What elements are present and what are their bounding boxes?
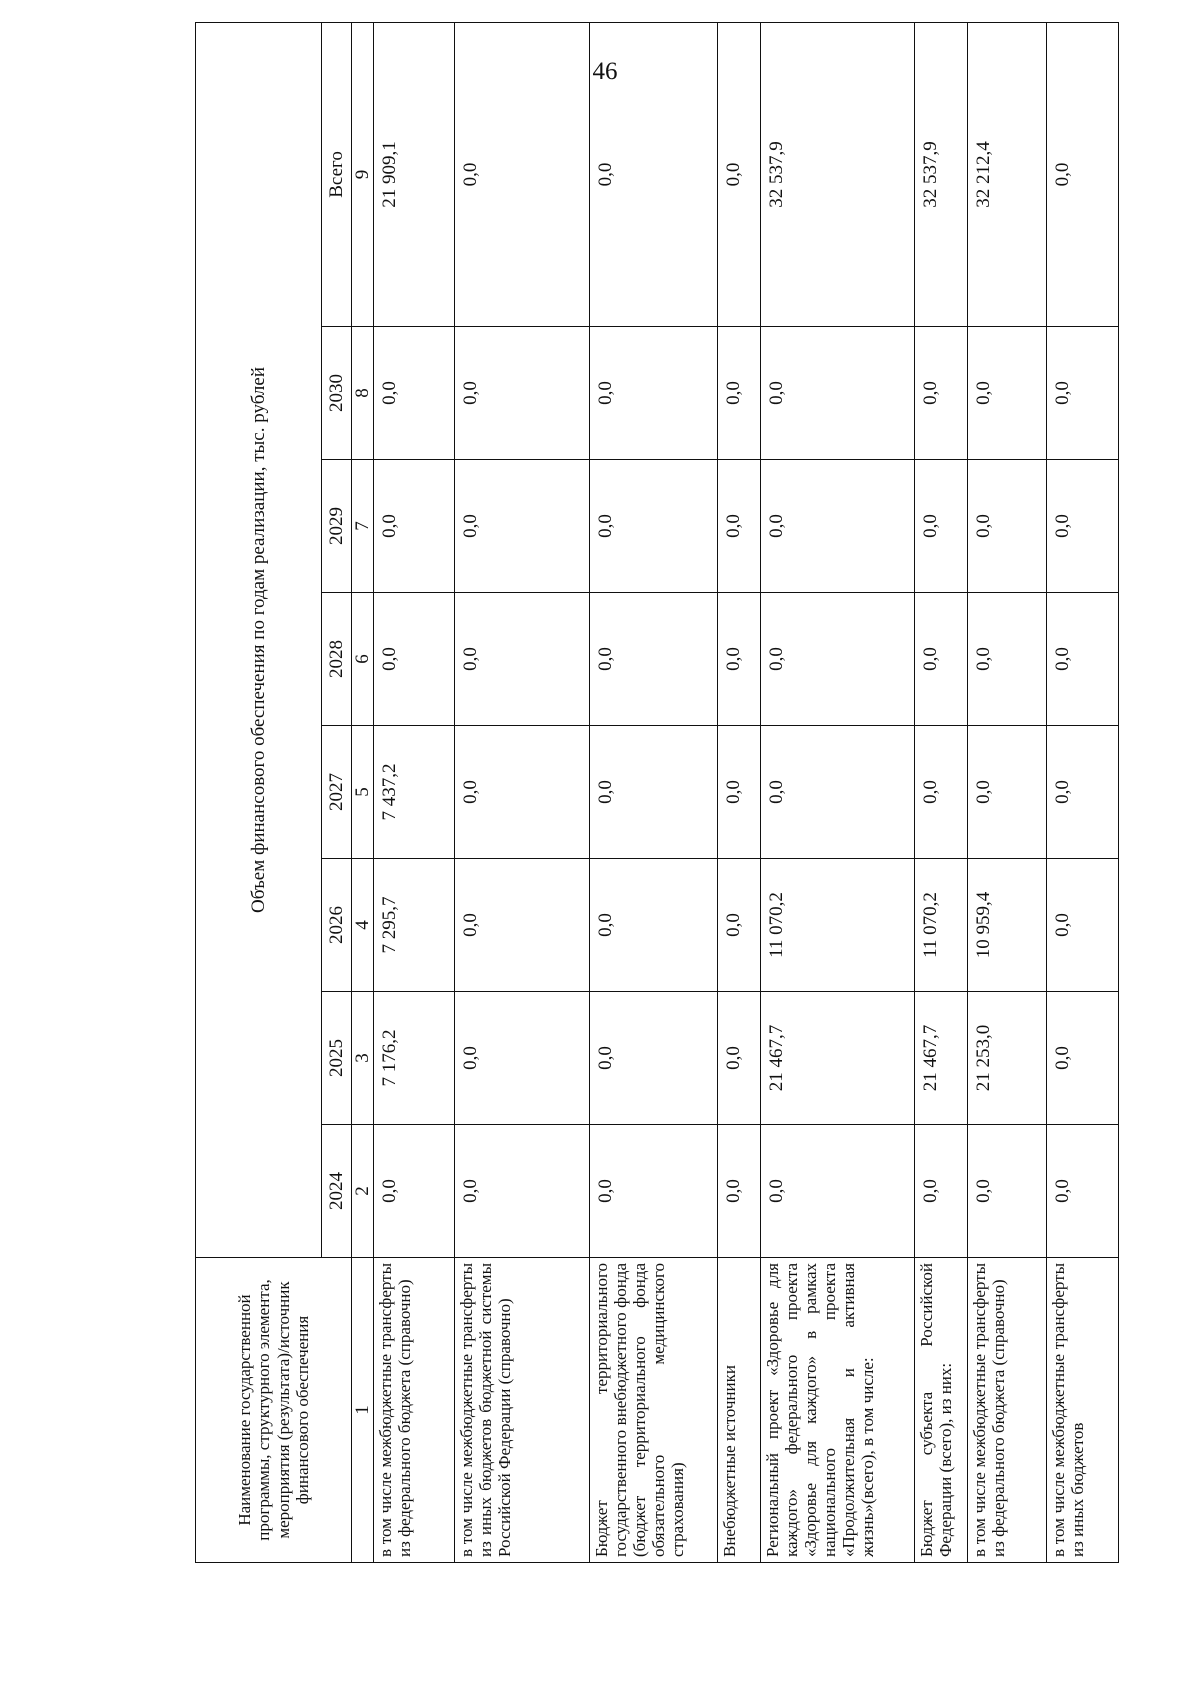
value-cell: 0,0: [717, 859, 760, 992]
value-cell: 0,0: [761, 1125, 915, 1258]
table-row: [455, 22, 590, 1562]
value-cell: 11 070,2: [915, 859, 968, 992]
value-cell: 0,0: [1046, 1125, 1118, 1258]
value-cell: 0,0: [1046, 327, 1118, 460]
value-cell: 0,0: [455, 726, 590, 859]
value-cell: 0,0: [1046, 726, 1118, 859]
value-cell: 0,0: [915, 327, 968, 460]
year-header-2024: 2024: [322, 1125, 352, 1258]
value-cell: 0,0: [455, 327, 590, 460]
value-cell: 0,0: [374, 593, 455, 726]
value-cell: 0,0: [761, 726, 915, 859]
value-cell: 0,0: [915, 593, 968, 726]
row-name-cell: в том числе межбюджетные трансферты из федерального бюджета (справочно): [374, 1258, 455, 1563]
value-cell: 0,0: [455, 992, 590, 1125]
column-number: 8: [352, 327, 374, 460]
value-cell: 0,0: [717, 22, 760, 326]
value-cell: 0,0: [915, 726, 968, 859]
value-cell: 0,0: [761, 327, 915, 460]
row-name-cell: в том числе межбюджетные трансферты из иных бюджетов бюджетной системы Российской Федерации (справочно): [455, 1258, 590, 1563]
table-row: [968, 22, 1047, 1562]
column-number: 5: [352, 726, 374, 859]
page-number: 46: [592, 58, 618, 85]
value-cell: 0,0: [455, 22, 590, 326]
value-cell: 0,0: [968, 726, 1047, 859]
value-cell: 10 959,4: [968, 859, 1047, 992]
year-header-total: Всего: [322, 22, 352, 326]
row-name-cell: в том числе межбюджетные трансферты из федерального бюджета (справочно): [968, 1258, 1047, 1563]
value-cell: 0,0: [590, 1125, 717, 1258]
table-body: [374, 22, 1119, 1562]
value-cell: 0,0: [1046, 460, 1118, 593]
value-cell: 0,0: [590, 859, 717, 992]
value-cell: 0,0: [968, 1125, 1047, 1258]
value-cell: 0,0: [590, 327, 717, 460]
table-row: [590, 22, 717, 1562]
volume-group-header: Объем финансового обеспечения по годам реализации, тыс. рублей: [196, 22, 322, 1257]
value-cell: 0,0: [590, 593, 717, 726]
column-number: 1: [352, 1258, 374, 1563]
value-cell: 21 909,1: [374, 22, 455, 326]
value-cell: 21 253,0: [968, 992, 1047, 1125]
value-cell: 32 212,4: [968, 22, 1047, 326]
value-cell: 0,0: [717, 992, 760, 1125]
column-number: 6: [352, 593, 374, 726]
row-name-cell: Бюджет субъекта Российской Федерации (всего), из них:: [915, 1258, 968, 1563]
value-cell: 0,0: [374, 1125, 455, 1258]
table-row: [1046, 22, 1118, 1562]
value-cell: 0,0: [455, 460, 590, 593]
value-cell: 7 437,2: [374, 726, 455, 859]
column-number: 2: [352, 1125, 374, 1258]
value-cell: 0,0: [1046, 22, 1118, 326]
column-number: 3: [352, 992, 374, 1125]
value-cell: 0,0: [590, 726, 717, 859]
value-cell: 0,0: [717, 327, 760, 460]
value-cell: 7 176,2: [374, 992, 455, 1125]
year-header-2026: 2026: [322, 859, 352, 992]
table-row: [915, 22, 968, 1562]
value-cell: 0,0: [717, 1125, 760, 1258]
table-row: [761, 22, 915, 1562]
value-cell: 11 070,2: [761, 859, 915, 992]
value-cell: 0,0: [915, 460, 968, 593]
value-cell: 0,0: [915, 1125, 968, 1258]
name-column-header: Наименование государственной программы, структурного элемента, мероприятия (результата)/источник финансового обеспечения: [196, 1258, 352, 1563]
value-cell: 0,0: [590, 460, 717, 593]
value-cell: 0,0: [374, 460, 455, 593]
value-cell: 32 537,9: [761, 22, 915, 326]
value-cell: 0,0: [717, 726, 760, 859]
value-cell: 0,0: [1046, 593, 1118, 726]
value-cell: 0,0: [1046, 992, 1118, 1125]
value-cell: 0,0: [968, 327, 1047, 460]
year-header-2029: 2029: [322, 460, 352, 593]
value-cell: 32 537,9: [915, 22, 968, 326]
value-cell: 0,0: [717, 460, 760, 593]
row-name-cell: Региональный проект «Здоровье для каждого» федерального проекта «Здоровье для каждого» в рамках национального проекта «Продолжительная и активная жизнь»(всего), в том числе:: [761, 1258, 915, 1563]
row-name-cell: Внебюджетные источники: [717, 1258, 760, 1563]
value-cell: 0,0: [968, 460, 1047, 593]
value-cell: 0,0: [455, 1125, 590, 1258]
value-cell: 0,0: [455, 859, 590, 992]
value-cell: 0,0: [717, 593, 760, 726]
year-header-2030: 2030: [322, 327, 352, 460]
table-row: [374, 22, 455, 1562]
value-cell: 0,0: [761, 460, 915, 593]
year-header-2025: 2025: [322, 992, 352, 1125]
table-row: [717, 22, 760, 1562]
financing-table-container: [195, 123, 1119, 1563]
year-header-2028: 2028: [322, 593, 352, 726]
column-number-row: [352, 22, 374, 1562]
value-cell: 0,0: [455, 593, 590, 726]
value-cell: 0,0: [761, 593, 915, 726]
financing-table: [195, 22, 1119, 1563]
column-number: 7: [352, 460, 374, 593]
column-number: 4: [352, 859, 374, 992]
value-cell: 0,0: [374, 327, 455, 460]
value-cell: 0,0: [590, 992, 717, 1125]
value-cell: 21 467,7: [761, 992, 915, 1125]
year-header-2027: 2027: [322, 726, 352, 859]
row-name-cell: в том числе межбюджетные трансферты из иных бюджетов: [1046, 1258, 1118, 1563]
row-name-cell: Бюджет территориального государственного внебюджетного фонда (бюджет территориального фонда обязательного медицинского страхования): [590, 1258, 717, 1563]
value-cell: 7 295,7: [374, 859, 455, 992]
value-cell: 0,0: [590, 22, 717, 326]
column-number: 9: [352, 22, 374, 326]
value-cell: 0,0: [1046, 859, 1118, 992]
value-cell: 21 467,7: [915, 992, 968, 1125]
value-cell: 0,0: [968, 593, 1047, 726]
rotated-table: [195, 123, 1119, 1563]
header-row-group: [196, 22, 322, 1562]
